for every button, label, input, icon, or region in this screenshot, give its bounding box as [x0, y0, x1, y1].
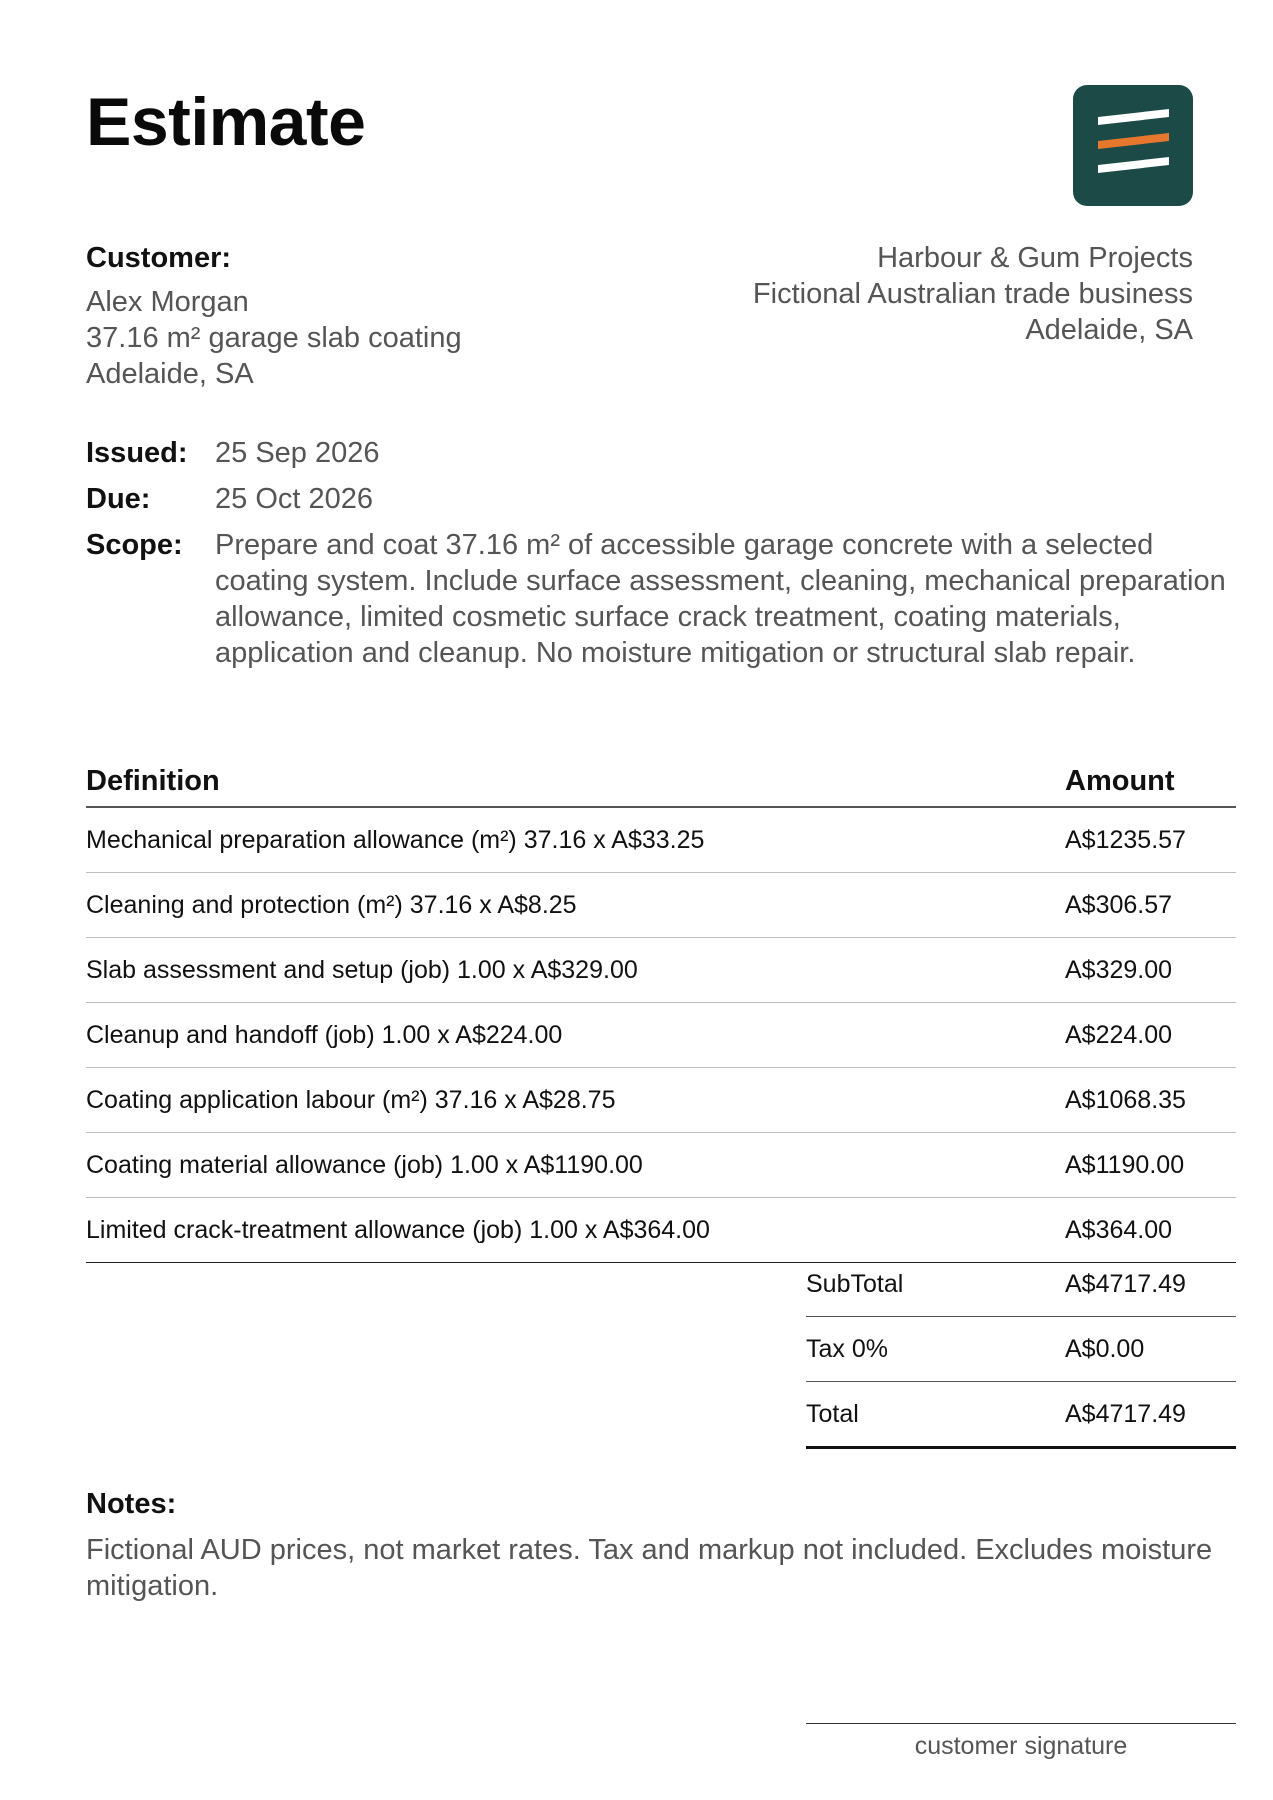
business-name: Harbour & Gum Projects [877, 242, 1193, 274]
due-label: Due: [86, 483, 151, 515]
item-definition: Limited crack-treatment allowance (job) 1.00 x A$364.00 [86, 1215, 710, 1244]
totals-table [806, 1252, 1236, 1449]
business-details [593, 240, 1193, 348]
item-definition: Mechanical preparation allowance (m²) 37.16 x A$33.25 [86, 825, 705, 854]
scope-text: Prepare and coat 37.16 m² of accessible garage concrete with a selected coating system. Include surface assessment, cleaning, mechanical preparation allowance, limited cosmetic surface crack treatment, coating materials, application and cleanup. No moisture mitigation or structural slab repair. [215, 529, 1226, 669]
table-row [86, 938, 1236, 1003]
scope-label: Scope: [86, 529, 183, 561]
total-row [806, 1382, 1236, 1449]
subtotal-label: SubTotal [806, 1269, 904, 1298]
due-row [86, 481, 1236, 517]
stacked-layers-icon [1073, 85, 1193, 206]
issued-date: 25 Sep 2026 [215, 437, 380, 469]
item-definition: Coating material allowance (job) 1.00 x A$1190.00 [86, 1150, 643, 1179]
table-row [86, 1133, 1236, 1198]
item-definition: Coating application labour (m²) 37.16 x A$28.75 [86, 1085, 616, 1114]
item-amount: A$329.00 [1065, 955, 1173, 984]
item-amount: A$306.57 [1065, 890, 1173, 919]
item-definition: Cleaning and protection (m²) 37.16 x A$8.25 [86, 890, 577, 919]
notes-text: Fictional AUD prices, not market rates. Tax and markup not included. Excludes moisture mitigation. [86, 1534, 1213, 1602]
notes-label: Notes: [86, 1488, 177, 1520]
business-logo [1073, 85, 1193, 206]
item-definition: Cleanup and handoff (job) 1.00 x A$224.00 [86, 1020, 563, 1049]
subtotal-value: A$4717.49 [1065, 1269, 1186, 1298]
signature-line [806, 1723, 1236, 1761]
tax-value: A$0.00 [1065, 1334, 1145, 1363]
customer-project: 37.16 m² garage slab coating [86, 322, 462, 354]
tax-row [806, 1317, 1236, 1382]
customer-location: Adelaide, SA [86, 358, 254, 390]
total-value: A$4717.49 [1065, 1399, 1186, 1428]
definition-header: Definition [86, 764, 220, 797]
signature-caption: customer signature [914, 1732, 1128, 1760]
business-location: Adelaide, SA [1025, 314, 1193, 346]
customer-name: Alex Morgan [86, 286, 249, 318]
subtotal-row [806, 1252, 1236, 1317]
item-amount: A$1235.57 [1065, 825, 1186, 854]
table-header [86, 756, 1236, 808]
amount-header: Amount [1065, 764, 1175, 797]
table-row [86, 873, 1236, 938]
item-amount: A$364.00 [1065, 1215, 1173, 1244]
item-amount: A$1190.00 [1065, 1150, 1185, 1179]
issued-row [86, 435, 1236, 471]
item-definition: Slab assessment and setup (job) 1.00 x A$329.00 [86, 955, 638, 984]
total-label: Total [806, 1399, 859, 1428]
line-items-table [86, 756, 1236, 1263]
business-description: Fictional Australian trade business [752, 278, 1193, 310]
table-row [86, 808, 1236, 873]
issued-label: Issued: [86, 437, 188, 469]
due-date: 25 Oct 2026 [215, 483, 373, 515]
scope-row [86, 527, 1236, 671]
notes-section [86, 1486, 1236, 1604]
table-row [86, 1068, 1236, 1133]
tax-label: Tax 0% [806, 1334, 888, 1363]
document-title: Estimate [86, 84, 366, 160]
table-row [86, 1003, 1236, 1068]
item-amount: A$224.00 [1065, 1020, 1173, 1049]
item-amount: A$1068.35 [1065, 1085, 1186, 1114]
customer-label: Customer: [86, 242, 232, 274]
estimate-meta [86, 435, 1236, 681]
